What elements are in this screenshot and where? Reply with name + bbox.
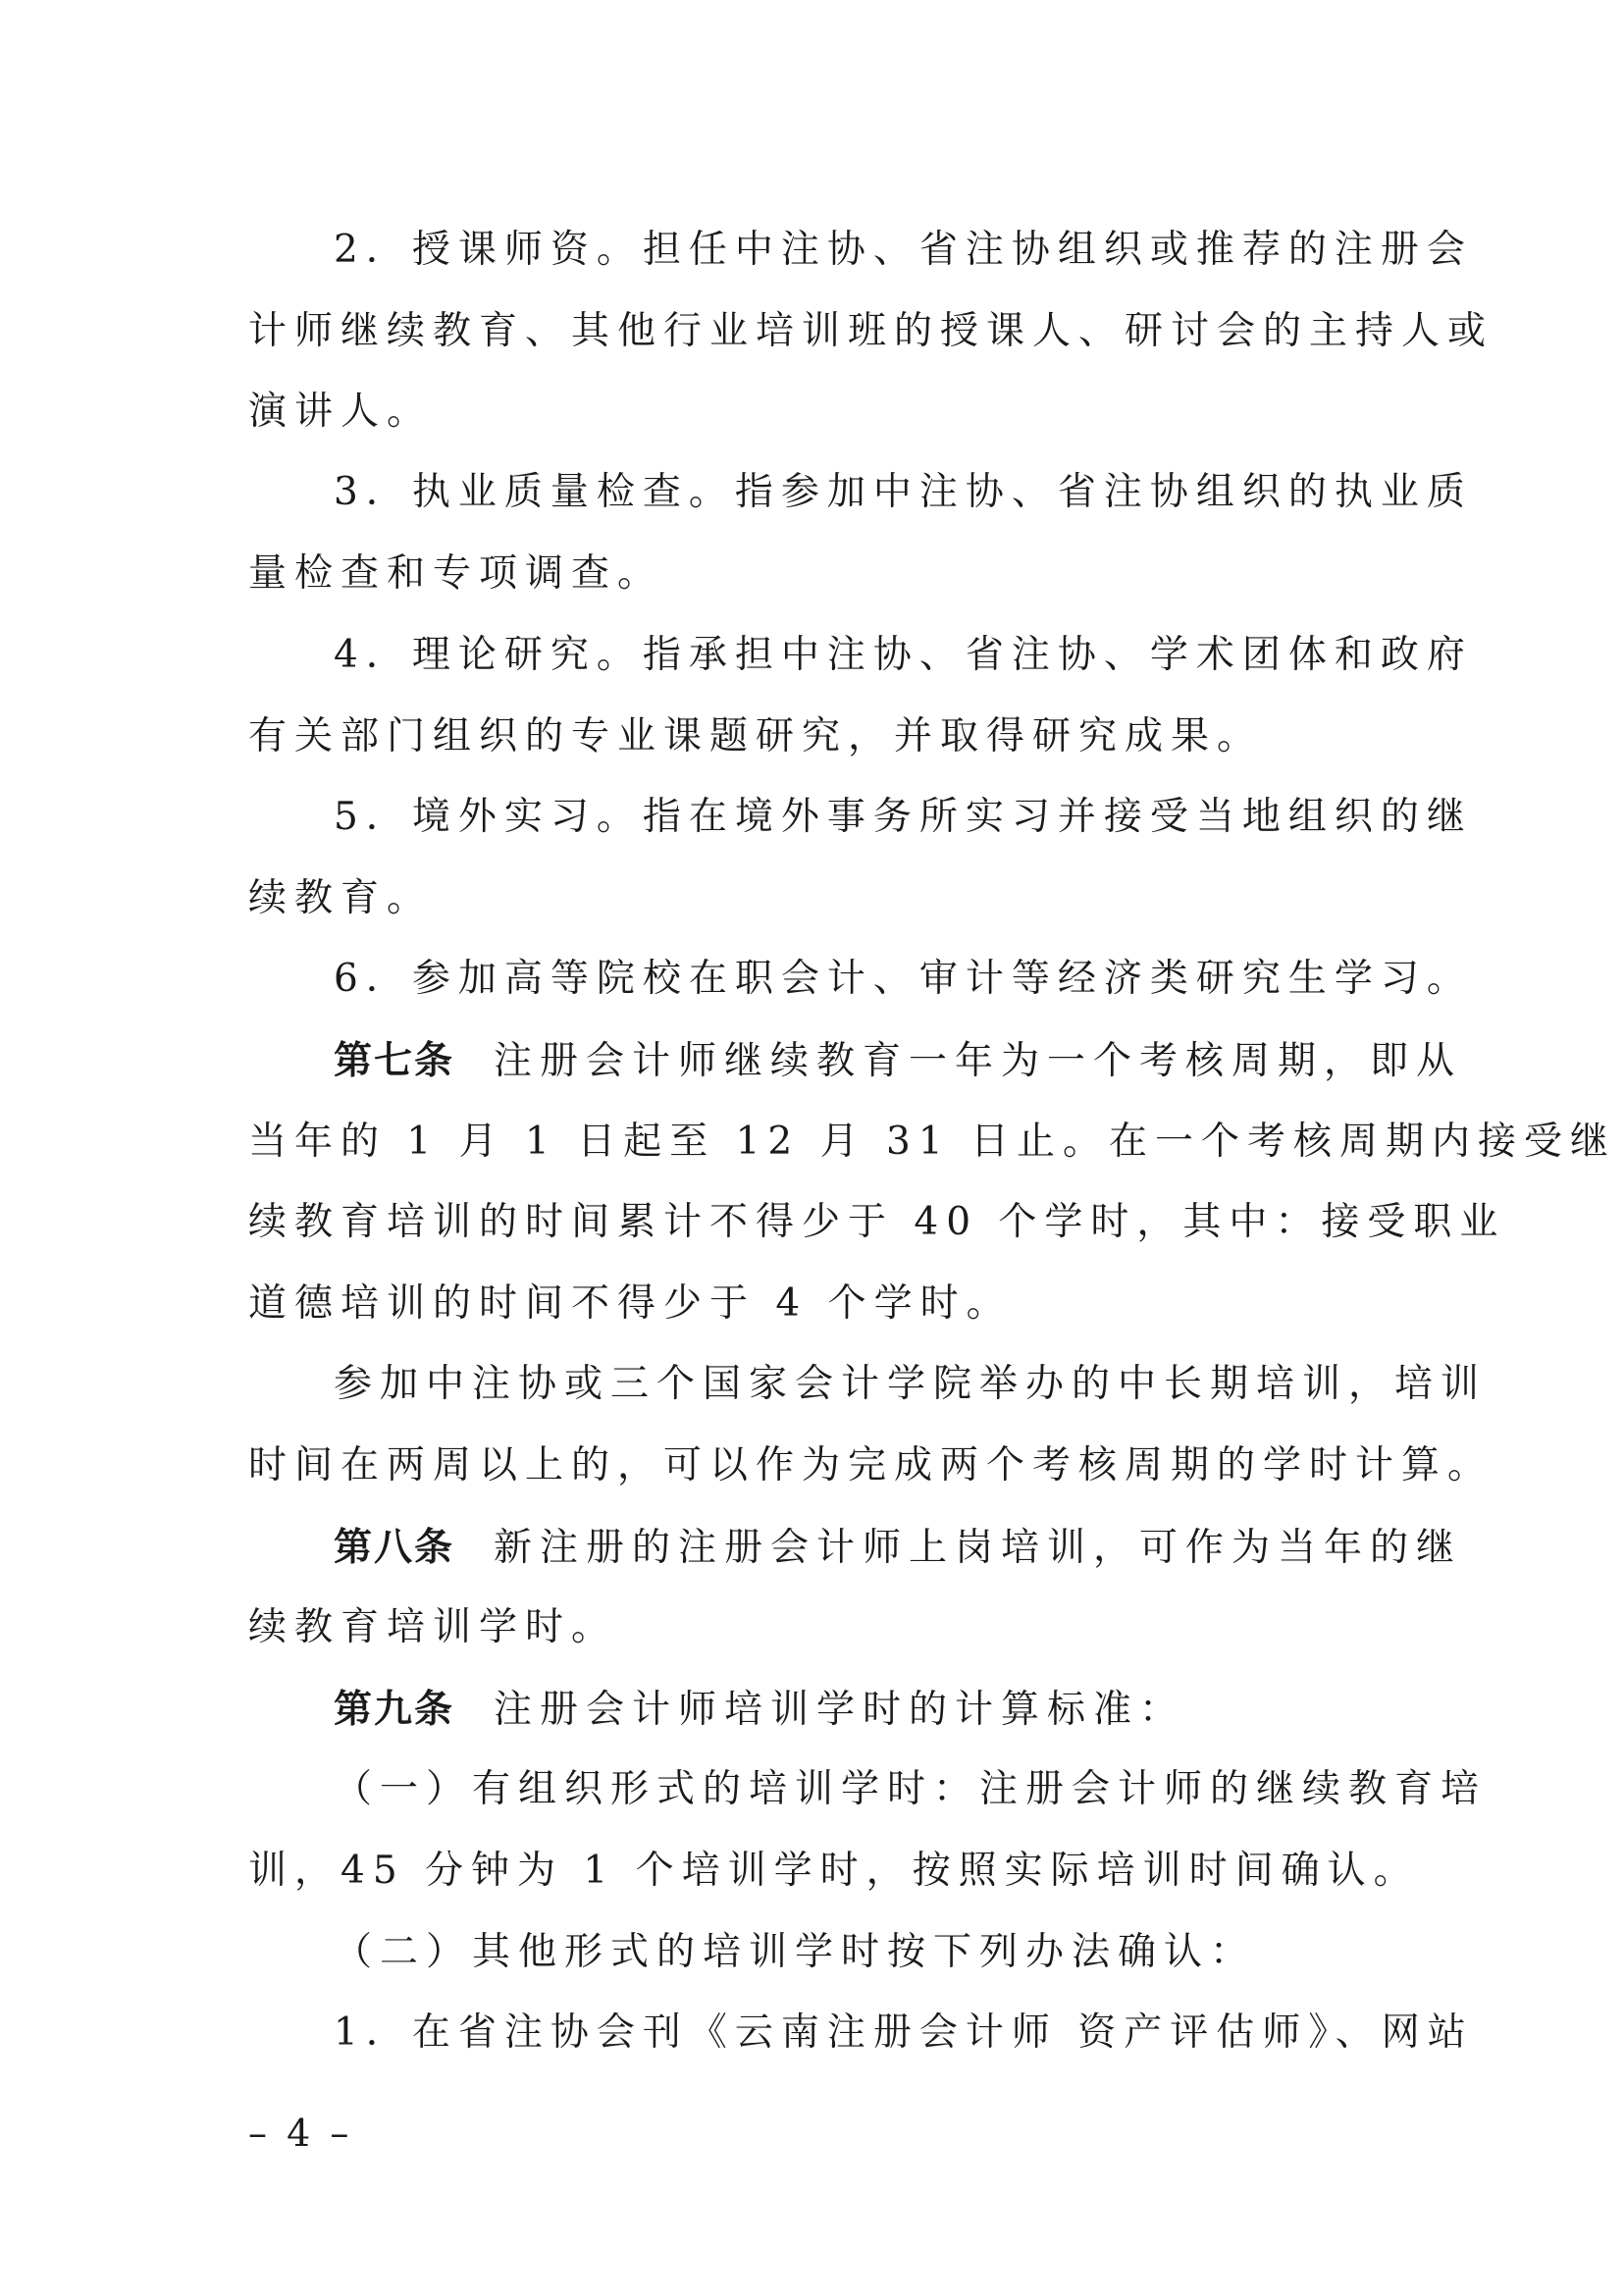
- text-line: [334, 1524, 1463, 1572]
- text-line: [248, 1442, 1494, 1489]
- page-number: – 4 –: [248, 2112, 353, 2155]
- text-line: [248, 713, 1387, 760]
- line-text: 2．授课师资。担任中注协、省注协组织或推荐的注册会: [334, 228, 1473, 272]
- line-text: 3．执业质量检查。指参加中注协、省注协组织的执业质: [334, 470, 1473, 514]
- text-line: [334, 632, 1473, 679]
- line-text: 有关部门组织的专业课题研究，并取得研究成果。: [248, 714, 1264, 758]
- text-line: [334, 956, 1473, 1003]
- line-text: 续教育培训的时间累计不得少于 40 个学时，其中：接受职业: [248, 1200, 1506, 1244]
- article-number: 第九条: [334, 1687, 455, 1732]
- text-line: [334, 1037, 1463, 1085]
- article-number: 第七条: [334, 1038, 455, 1083]
- line-text: 1．在省注协会刊《云南注册会计师 资产评估师》、网站: [334, 2010, 1474, 2055]
- text-line: [248, 308, 1494, 355]
- text-line: [248, 1280, 1387, 1328]
- line-text: 道德培训的时间不得少于 4 个学时。: [248, 1281, 1013, 1326]
- line-text: 当年的 1 月 1 日起至 12 月 31 日止。在一个考核周期内接受继: [248, 1120, 1617, 1164]
- line-text: 量检查和专项调查。: [248, 551, 664, 596]
- line-text: 注册会计师继续教育一年为一个考核周期，即从: [494, 1039, 1463, 1083]
- text-line: [334, 1766, 1488, 1813]
- text-line: [334, 794, 1473, 841]
- text-line: [334, 227, 1473, 274]
- line-text: （二）其他形式的培训学时按下列办法确认：: [334, 1930, 1257, 1974]
- text-line: [248, 1199, 1506, 1246]
- text-line: [248, 1848, 1420, 1895]
- line-text: 演讲人。: [248, 390, 434, 434]
- text-line: [248, 1604, 1387, 1651]
- text-line: [334, 469, 1473, 516]
- line-text: 时间在两周以上的，可以作为完成两个考核周期的学时计算。: [248, 1443, 1494, 1487]
- line-text: 参加中注协或三个国家会计学院举办的中长期培训，培训: [334, 1362, 1488, 1406]
- text-line: [248, 550, 1387, 598]
- text-line: [248, 389, 1387, 436]
- text-line: [334, 2009, 1474, 2057]
- line-text: 新注册的注册会计师上岗培训，可作为当年的继: [494, 1526, 1463, 1570]
- line-text: 5．境外实习。指在境外事务所实习并接受当地组织的继: [334, 795, 1473, 839]
- article-number: 第八条: [334, 1525, 455, 1570]
- line-text: （一）有组织形式的培训学时：注册会计师的继续教育培: [334, 1767, 1488, 1811]
- text-line: [334, 1686, 1387, 1734]
- line-text: 训，45 分钟为 1 个培训学时，按照实际培训时间确认。: [248, 1849, 1420, 1893]
- text-line: [248, 875, 1387, 922]
- line-text: 4．理论研究。指承担中注协、省注协、学术团体和政府: [334, 633, 1473, 677]
- line-text: 注册会计师培训学时的计算标准：: [494, 1688, 1186, 1732]
- text-line: [334, 1361, 1488, 1408]
- line-text: 6．参加高等院校在职会计、审计等经济类研究生学习。: [334, 957, 1473, 1001]
- text-line: [248, 1119, 1617, 1166]
- line-text: 续教育培训学时。: [248, 1605, 618, 1649]
- line-text: 计师继续教育、其他行业培训班的授课人、研讨会的主持人或: [248, 309, 1494, 353]
- line-text: 续教育。: [248, 876, 434, 920]
- text-line: [334, 1929, 1387, 1976]
